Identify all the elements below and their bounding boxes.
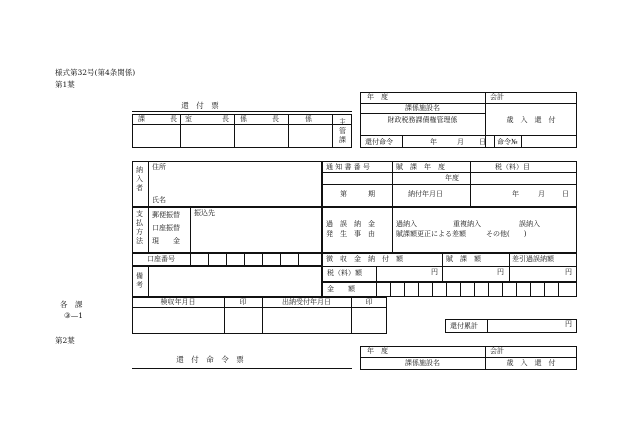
reason-label-2: 発 生 事 由 xyxy=(326,230,375,238)
shisetsu-label: 課係施設名 xyxy=(405,104,440,112)
payment-cash: 現 金 xyxy=(152,237,180,245)
receipt-date-label: 出納受付年月日 xyxy=(282,298,331,306)
biko-block xyxy=(132,266,322,297)
seal-2: 印 xyxy=(365,298,373,306)
yen-3: 円 xyxy=(565,268,572,276)
seal-1: 印 xyxy=(239,298,247,306)
kaikei-label-2: 会計 xyxy=(490,347,504,355)
approval-cho-3: 長 xyxy=(272,115,279,123)
cumulative-yen: 円 xyxy=(565,320,572,328)
reason-opt3: 誤納入 xyxy=(519,220,540,228)
day-label: 日 xyxy=(479,138,486,146)
sainyu-label: 歳 入 還 付 xyxy=(506,116,556,124)
yen-2: 円 xyxy=(497,268,504,276)
due-label: 納付年月日 xyxy=(408,190,443,198)
kaikei-label: 会計 xyxy=(490,93,504,101)
collected-label: 徴 収 金 納 付 額 xyxy=(326,255,403,263)
check-date-label: 検収年月日 xyxy=(160,298,196,306)
biko-label: 備考 xyxy=(136,272,143,289)
approval-ka: 課 xyxy=(138,115,145,123)
year-label: 年 xyxy=(430,138,437,146)
meirei-no-label: 命令№ xyxy=(497,138,518,146)
payee-label: 納入者 xyxy=(136,166,143,192)
reason-opt2: 重複納入 xyxy=(453,220,481,228)
side-note-2: ③—1 xyxy=(64,311,83,320)
due-year: 年 xyxy=(512,190,519,198)
account-no-label: 口座番号 xyxy=(147,255,175,263)
due-month: 月 xyxy=(538,190,545,198)
payment-bank: 口座振替 xyxy=(152,224,180,232)
meirei-date-label: 還付命令 xyxy=(365,138,393,146)
cumulative-label: 還付累計 xyxy=(450,322,478,330)
shisetsu-value: 財政税務課債権管理係 xyxy=(387,116,458,124)
approval-cho-1: 長 xyxy=(170,115,177,123)
form-id: 様式第32号(第4条関係) xyxy=(55,68,136,77)
approval-shitsu: 室 xyxy=(185,115,192,123)
approval-shukan: 主管課 xyxy=(339,118,346,144)
approval-cho-2: 長 xyxy=(222,115,229,123)
approval-kakari-2: 係 xyxy=(305,115,312,123)
sainyu-label-2: 歳 入 還 付 xyxy=(506,359,556,367)
payment-postal: 郵便振替 xyxy=(152,211,180,219)
fiscal-year-label: 賦 課 年 度 xyxy=(396,163,445,171)
yen-1: 円 xyxy=(431,268,438,276)
nendo-label: 年 度 xyxy=(367,93,388,101)
total-row xyxy=(322,282,577,297)
payment-label: 支払方法 xyxy=(136,210,143,245)
total-label: 金 額 xyxy=(327,285,355,293)
payee-name-label: 氏名 xyxy=(152,196,166,204)
period-label: 第 期 xyxy=(340,190,375,198)
reason-label-1: 過 誤 納 金 xyxy=(326,220,375,228)
tax-label: 税（料）目 xyxy=(495,163,530,171)
payee-address-label: 住所 xyxy=(152,163,166,171)
transfer-to-label: 振込先 xyxy=(194,209,215,217)
nendo-sub-label: 年度 xyxy=(445,174,459,182)
form-title: 還 付 票 xyxy=(181,101,219,110)
side-note-1: 各 課 xyxy=(60,300,83,309)
due-day: 日 xyxy=(562,190,569,198)
reason-opt5: その他( ) xyxy=(486,230,527,238)
assessed-label: 賦 課 額 xyxy=(446,255,481,263)
form-title-2: 還 付 命 令 票 xyxy=(176,355,244,364)
net-label: 差引過誤納額 xyxy=(512,255,554,263)
month-label: 月 xyxy=(457,138,464,146)
shisetsu-label-2: 課係施設名 xyxy=(405,359,440,367)
reason-opt4: 賦課額更正による差額 xyxy=(396,230,466,238)
notice-no-label: 通 知 書 番 号 xyxy=(326,163,370,171)
tax-amount-label: 税（料）額 xyxy=(327,269,362,277)
nendo-label-2: 年 度 xyxy=(367,347,388,355)
approval-kakari-1: 係 xyxy=(240,115,247,123)
reason-opt1: 過納入 xyxy=(396,220,417,228)
sheet1-label: 第1葉 xyxy=(55,80,75,89)
sheet2-label: 第2葉 xyxy=(55,336,75,345)
